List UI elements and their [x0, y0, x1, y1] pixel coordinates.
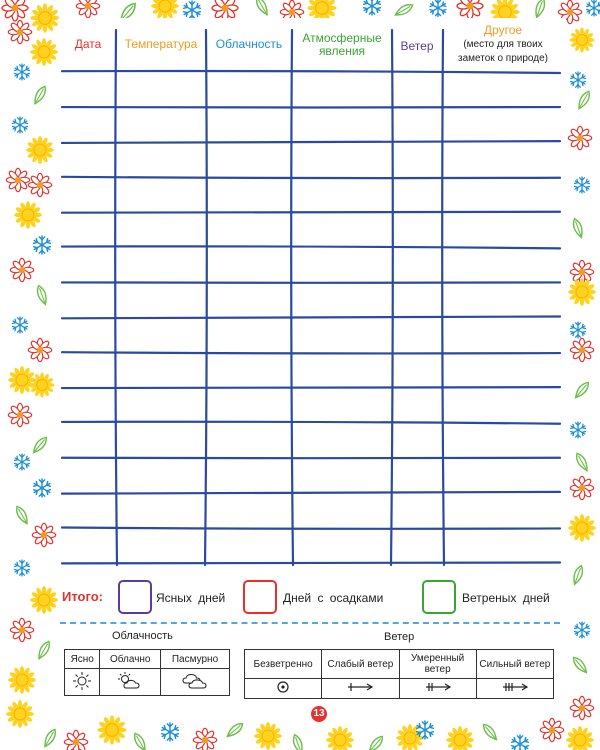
- arrow-one-tick-icon: [322, 679, 399, 699]
- table-row-line: [62, 212, 560, 213]
- legend-cloudy-label: Облачно: [100, 650, 161, 669]
- table-column-line: [391, 30, 393, 565]
- legend-overcast-label: Пасмурно: [161, 650, 230, 669]
- arrow-three-ticks-icon: [476, 679, 553, 699]
- table-row-line: [62, 317, 560, 319]
- header-atmospheric-label: Атмосферные явления: [302, 31, 382, 58]
- sun-cloud-icon: [100, 669, 161, 696]
- table-row-line: [62, 422, 560, 424]
- table-row-line: [62, 71, 560, 73]
- header-cloudiness-label: Облачность: [215, 37, 283, 51]
- table-column-line: [115, 30, 117, 565]
- table-row-line: [62, 177, 560, 178]
- table-row-line: [62, 528, 560, 529]
- table-row-line: [62, 352, 560, 353]
- wind-legend-title: Ветер: [384, 631, 415, 643]
- cloudiness-legend-table: [64, 649, 230, 696]
- legend-strong-wind-label: Сильный ветер: [476, 650, 553, 679]
- table-row-line: [62, 563, 560, 564]
- clouds-icon: [161, 669, 230, 696]
- precipitation-days-box[interactable]: [243, 580, 277, 614]
- circle-dot-icon: [245, 679, 322, 699]
- clear-days-label: Ясных дней: [156, 591, 226, 605]
- header-date-label: Дата: [74, 37, 102, 51]
- wind-legend-table: [244, 649, 554, 699]
- table-column-line: [442, 30, 444, 565]
- legend-clear-label: Ясно: [65, 650, 100, 669]
- table-row-line: [62, 141, 560, 143]
- legend-moderate-wind-label: Умеренный ветер: [399, 650, 476, 679]
- page-number: 13: [311, 706, 327, 722]
- table-row-line: [62, 246, 560, 248]
- clear-days-box[interactable]: [118, 580, 152, 614]
- header-other-label: Другое: [483, 23, 523, 37]
- table-row-line: [62, 492, 560, 494]
- legend-light-wind-label: Слабый ветер: [322, 650, 399, 679]
- divider-dashed: [60, 622, 560, 624]
- cloudiness-legend-title: Облачность: [112, 630, 173, 642]
- table-column-line: [205, 30, 207, 565]
- totals-label: Итого:: [62, 589, 103, 604]
- table-row-line: [62, 387, 560, 388]
- table-column-line: [291, 30, 293, 565]
- sun-icon: [65, 669, 100, 696]
- header-wind-label: Ветер: [400, 39, 434, 53]
- header-temperature-label: Температура: [124, 37, 198, 51]
- precipitation-days-label: Дней с осадками: [283, 591, 384, 605]
- arrow-two-ticks-icon: [399, 679, 476, 699]
- legend-calm-label: Безветренно: [245, 650, 322, 679]
- header-other-note: (место для твоих заметок о природе): [458, 39, 548, 64]
- windy-days-label: Ветреных дней: [462, 591, 550, 605]
- windy-days-box[interactable]: [422, 580, 456, 614]
